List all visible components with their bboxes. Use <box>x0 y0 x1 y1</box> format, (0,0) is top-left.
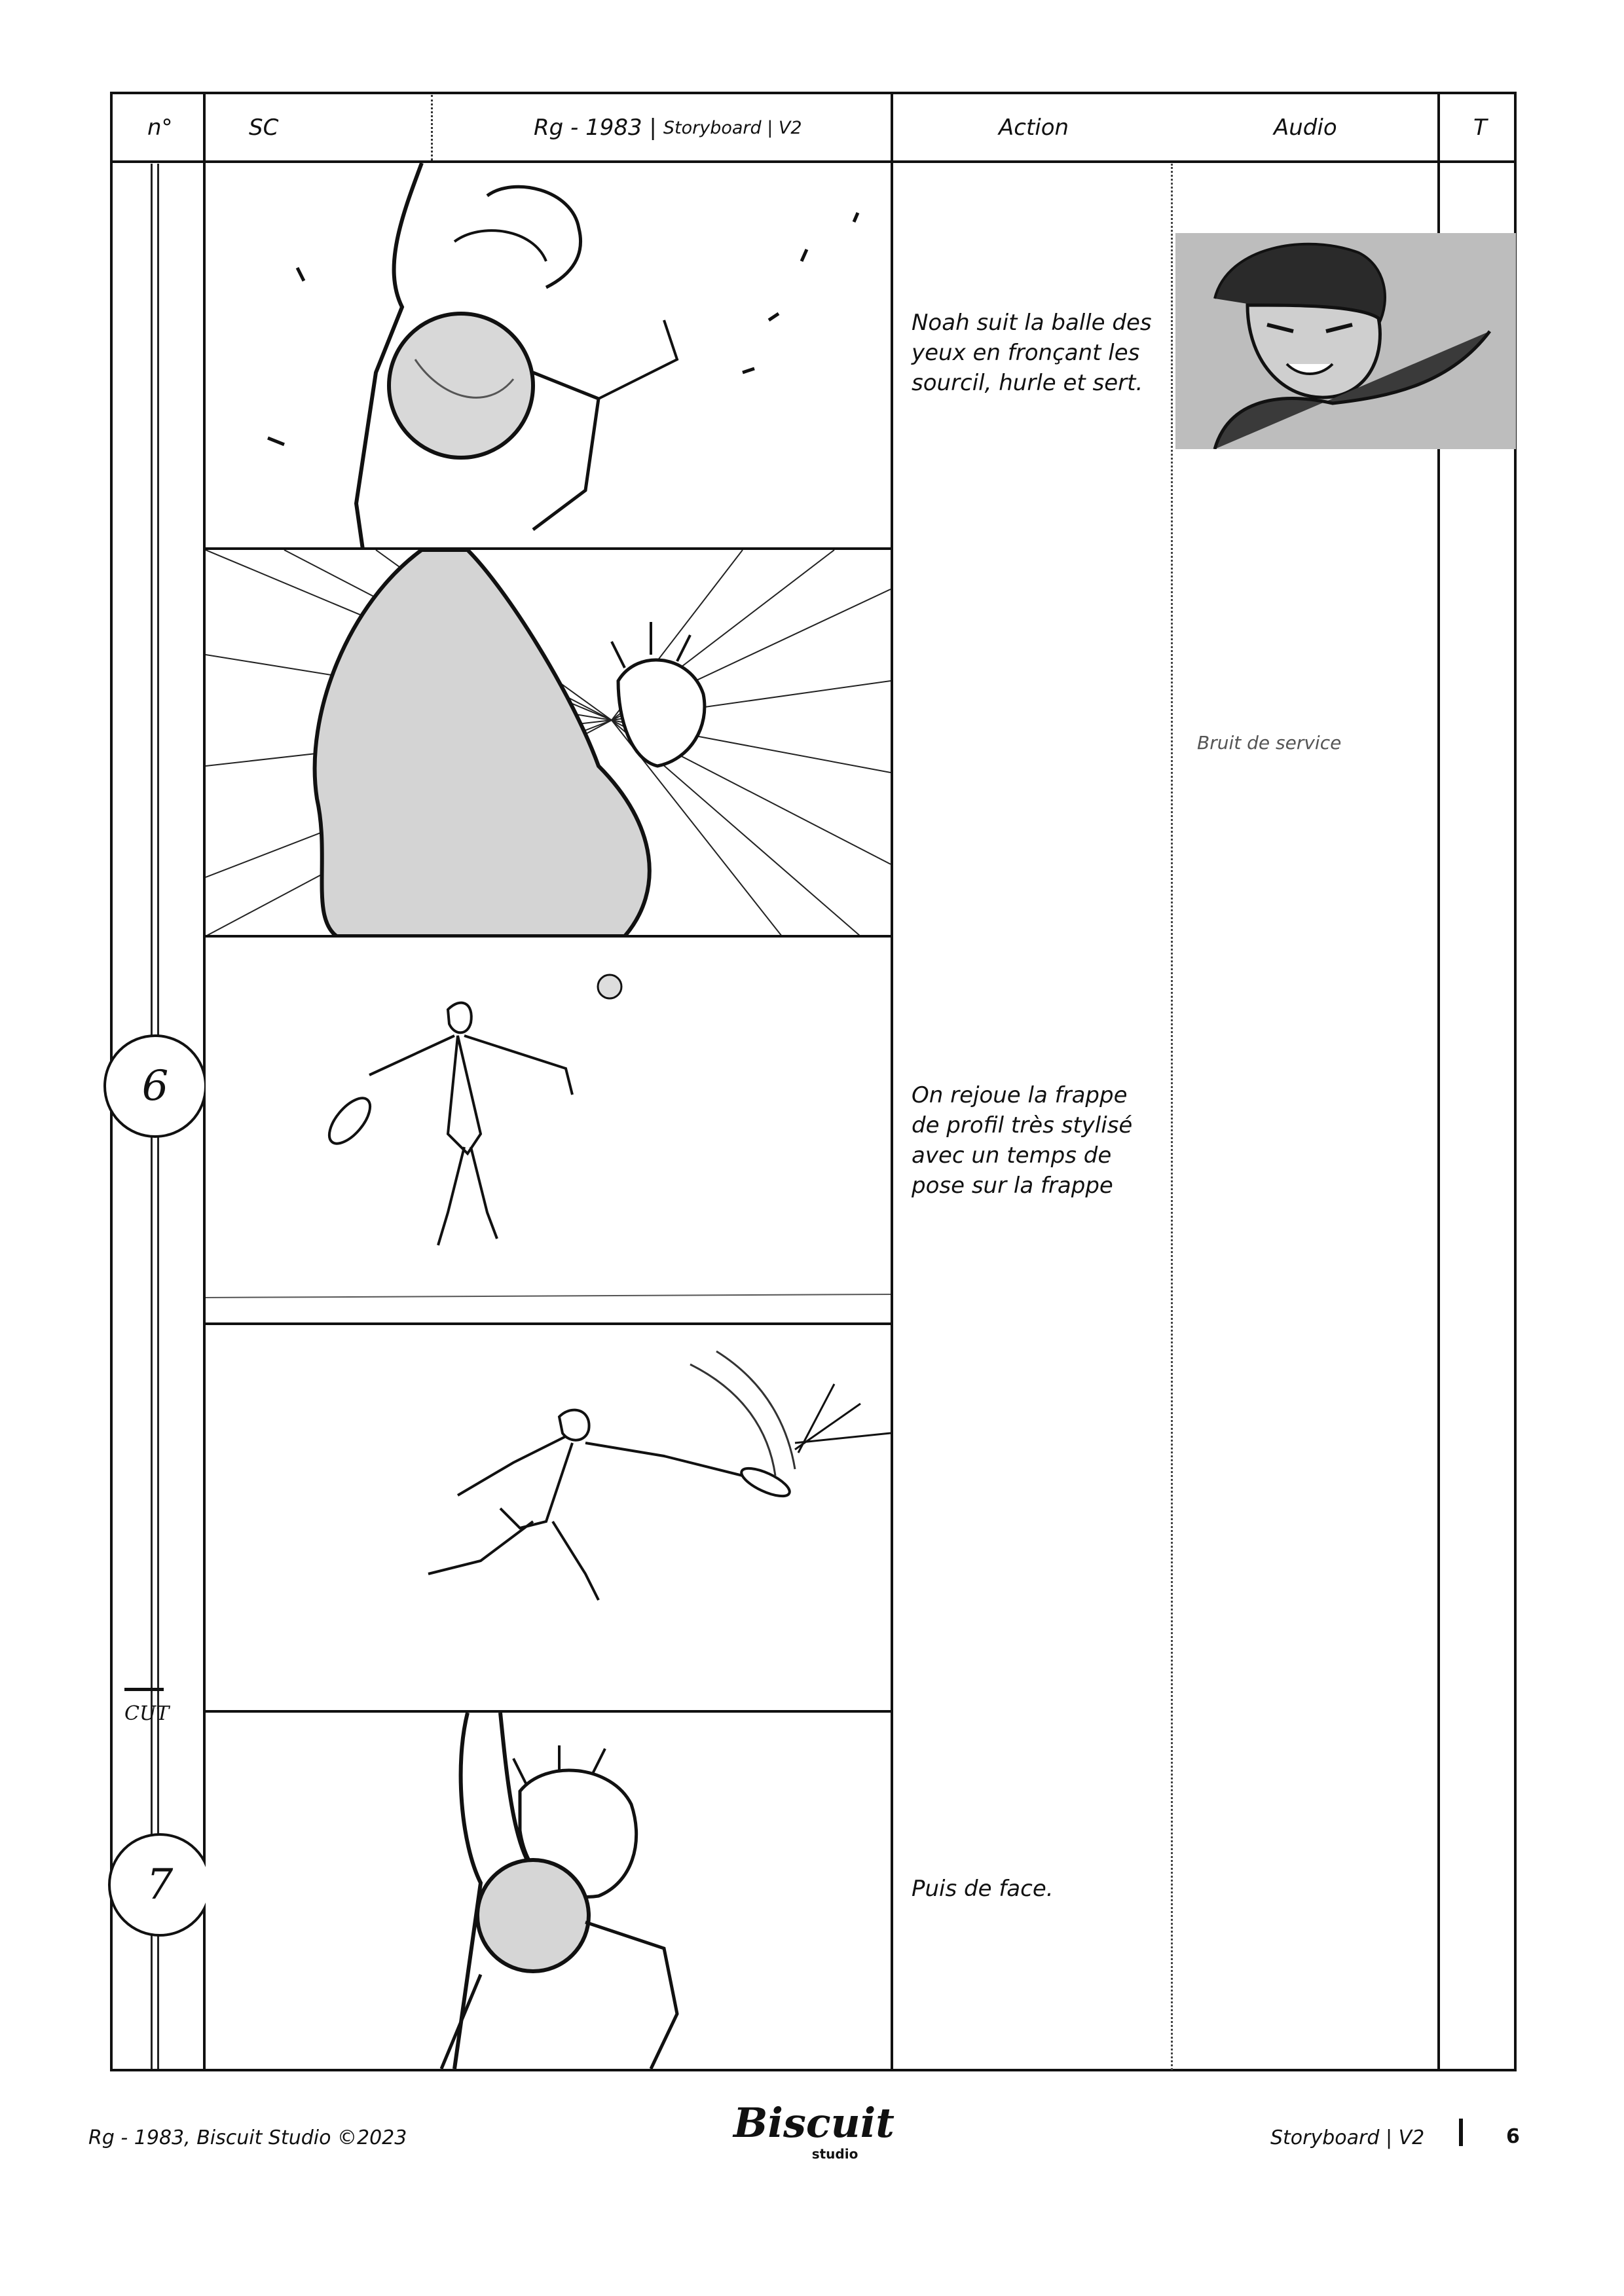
footer-separator <box>1459 2119 1463 2146</box>
panel-2 <box>206 550 891 936</box>
header-action: Action <box>999 115 1069 141</box>
column-divider-panel <box>891 92 893 2071</box>
biscuit-studio-logo <box>733 2099 895 2162</box>
scene-number-6: 6 <box>103 1034 207 1138</box>
panel-1 <box>206 163 891 549</box>
cut-mark-line <box>124 1688 164 1691</box>
header-time: T <box>1473 115 1487 141</box>
scene-number-7: 7 <box>108 1833 212 1937</box>
action-text-panel-5: Puis de face. <box>912 1876 1054 1902</box>
action-text-panel-3: On rejoue la frappe de profil très stylisé avec un temps de pose sur la frappe <box>912 1082 1133 1199</box>
header-sc: SC <box>249 115 279 141</box>
footer-copyright: Rg - 1983, Biscuit Studio ©2023 <box>88 2126 407 2149</box>
panel-1-sketch <box>206 163 891 549</box>
header-project-prefix: Rg - 1983 | <box>534 115 657 141</box>
panel-4 <box>206 1325 891 1711</box>
panel-3-sketch <box>206 938 891 1324</box>
header-project-suffix: Storyboard | V2 <box>663 117 802 138</box>
panel-3 <box>206 938 891 1324</box>
header-project <box>534 95 802 160</box>
cut-mark-label: CUT <box>124 1702 170 1725</box>
panel-5-sketch <box>206 1713 891 2069</box>
header-dotted-divider <box>431 95 433 160</box>
panel-2-sketch <box>206 550 891 936</box>
panel-4-sketch <box>206 1325 891 1711</box>
header-num: n° <box>147 115 173 141</box>
scene-6-marker <box>103 1034 207 1138</box>
audio-text-panel-2: Bruit de service <box>1197 732 1342 754</box>
action-text-panel-1: Noah suit la balle des yeux en fronçant les sourcil, hurle et sert. <box>912 310 1152 396</box>
logo-sub: studio <box>811 2146 858 2162</box>
footer-doc-label: Storyboard | V2 <box>1270 2126 1425 2149</box>
panel-5 <box>206 1713 891 2069</box>
header-audio: Audio <box>1274 115 1337 141</box>
reference-image-sketch <box>1175 233 1516 449</box>
scene-7-marker <box>108 1833 212 1937</box>
logo-main: Biscuit <box>733 2099 895 2147</box>
page-number: 6 <box>1506 2125 1520 2148</box>
audio-dotted-divider <box>1171 164 1173 2070</box>
reference-image <box>1175 233 1516 449</box>
